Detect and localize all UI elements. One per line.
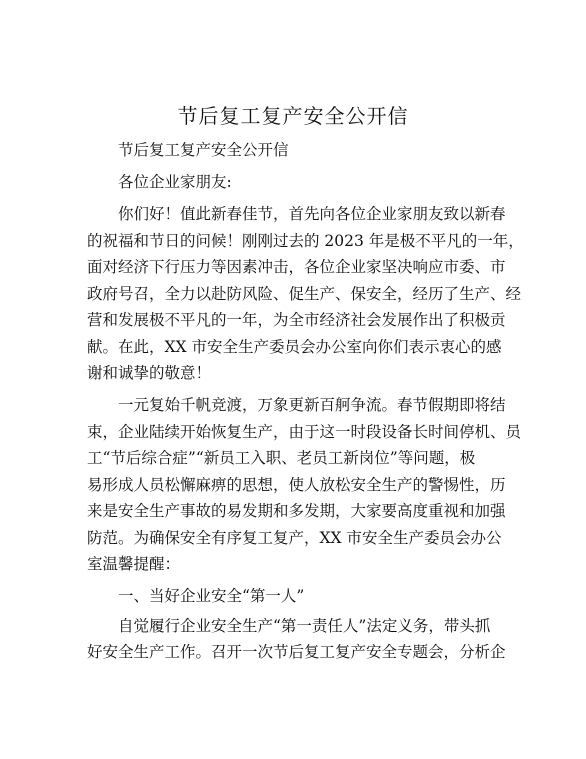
paragraph-line: 的祝福和节日的问候！刚刚过去的 2023 年是极不平凡的一年， <box>87 231 524 250</box>
paragraph-line: 营和发展极不平凡的一年，为全市经济社会发展作出了积极贡 <box>87 311 506 329</box>
paragraph-greeting <box>87 201 524 387</box>
salutation: 各位企业家朋友: <box>118 173 232 191</box>
paragraph-line: 你们好！值此新春佳节，首先向各位企业家朋友致以新春 <box>118 205 506 223</box>
paragraph-line: 束，企业陆续开始恢复生产，由于这一时段设备长时间停机、员 <box>87 422 522 441</box>
paragraph-line: 一元复始千帆竞渡，万象更新百舸争流。春节假期即将结 <box>118 396 506 414</box>
section-heading: 一、当好企业安全“第一人” <box>118 587 305 605</box>
paragraph-line: 献。在此，XX 市安全生产委员会办公室向你们表示衷心的感 <box>87 337 502 356</box>
paragraph-line: 工“节后综合症”“新员工入职、老员工新岗位”等问题，极 <box>87 449 476 467</box>
document-body <box>87 137 524 666</box>
paragraph-line: 自觉履行企业安全生产“第一责任人”法定义务，带头抓 <box>118 616 491 635</box>
paragraph-line: 室温馨提醒： <box>87 555 181 573</box>
document-title: 节后复工复产安全公开信 <box>177 104 409 128</box>
paragraph-line: 面对经济下行压力等因素冲击，各位企业家坚决响应市委、市 <box>87 258 506 276</box>
paragraph-reminder <box>87 392 522 578</box>
paragraph-line: 来是安全生产事故的易发期和多发期，大家要高度重视和加强 <box>87 502 506 520</box>
document-subtitle: 节后复工复产安全公开信 <box>118 141 289 159</box>
paragraph-line: 政府号召，全力以赴防风险、促生产、保安全，经历了生产、经 <box>87 284 522 303</box>
paragraph-section1 <box>87 613 506 666</box>
paragraph-line: 防范。为确保安全有序复工复产，XX 市安全生产委员会办公 <box>87 528 502 547</box>
paragraph-line: 谢和诚挚的敬意！ <box>87 364 212 382</box>
paragraph-line: 好安全生产工作。召开一次节后复工复产安全专题会，分析企 <box>87 643 506 661</box>
paragraph-line: 易形成人员松懈麻痹的思想，使人放松安全生产的警惕性，历 <box>87 475 506 494</box>
